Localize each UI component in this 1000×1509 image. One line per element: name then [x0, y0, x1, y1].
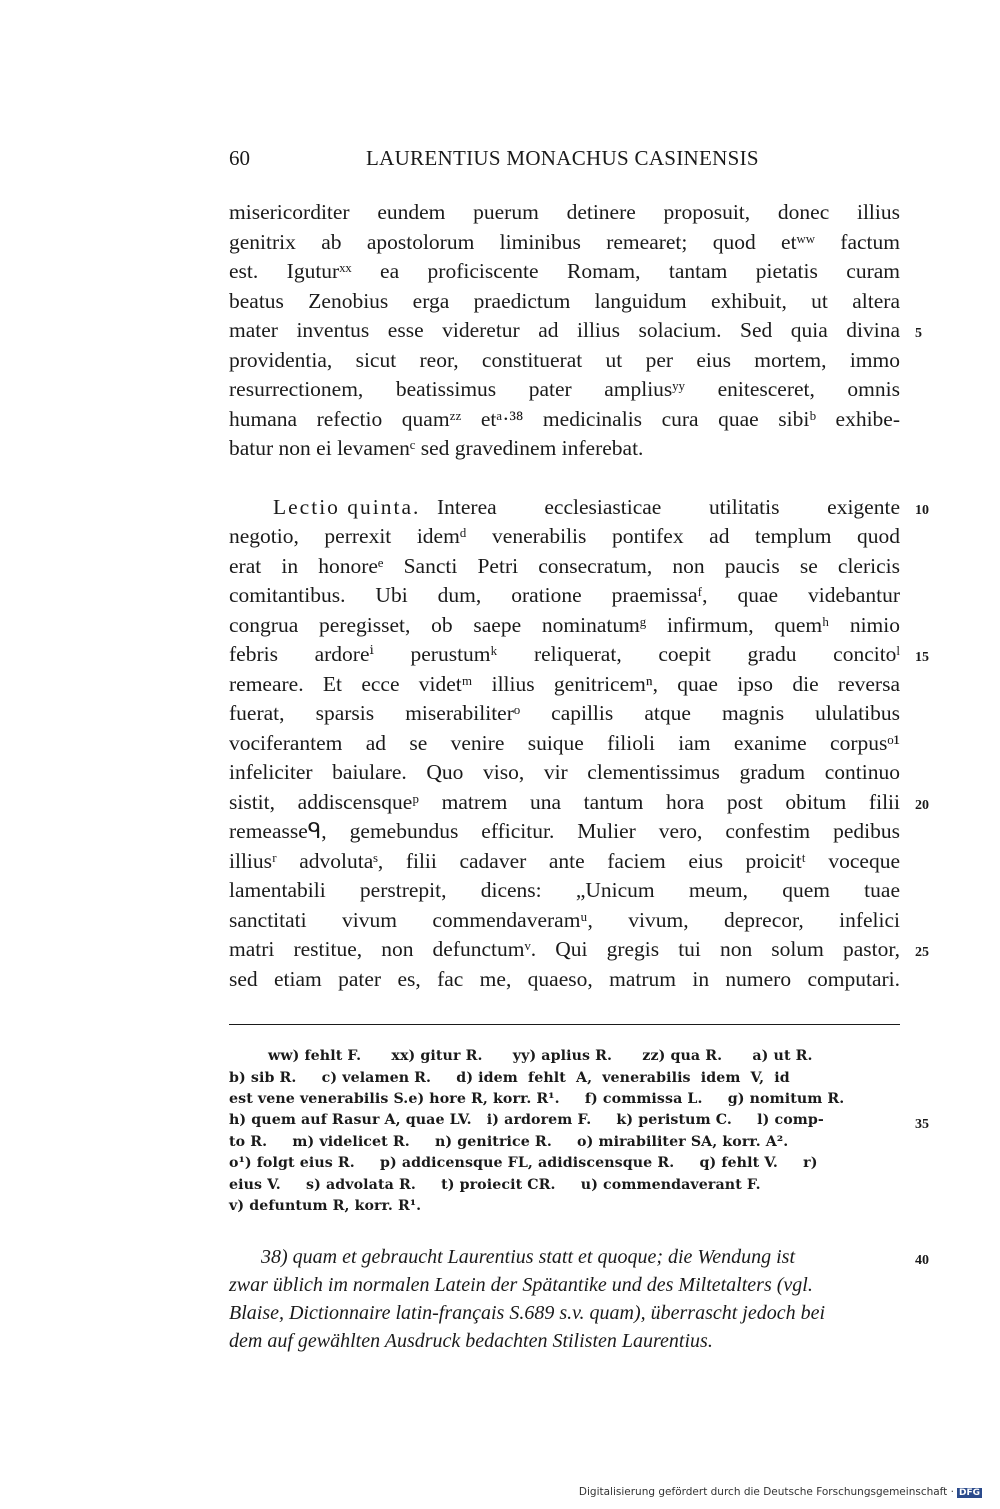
text-line: genitrix ab apostolorum liminibus remearet; quod etʷʷ factum — [229, 230, 900, 254]
text-line: remeare. Et ecce videtᵐ illius genitricemⁿ, quae ipso die reversa — [229, 672, 900, 696]
note-line: dem auf gewählten Ausdruck bedachten Stilisten Laurentius. — [229, 1330, 713, 1352]
text-line: misericorditer eundem puerum detinere proposuit, donec illius — [229, 200, 900, 224]
apparatus-line: h) quem auf Rasur A, quae LV. i) ardorem F. k) peristum C. l) comp- — [229, 1112, 824, 1128]
text-line: providentia, sicut reor, constituerat ut per eius mortem, immo — [229, 348, 900, 372]
text-line: mater inventus esse videretur ad illius solacium. Sed quia divina — [229, 318, 900, 342]
text-line: sistit, addiscensqueᵖ matrem una tantum hora post obitum filii — [229, 790, 900, 814]
text-line: infeliciter baiulare. Quo viso, vir clementissimus gradum continuo — [229, 760, 900, 784]
text-line: est. Iguturˣˣ ea proficiscente Romam, tantam pietatis curam — [229, 259, 900, 283]
line-number: 15 — [915, 650, 929, 665]
text-line: comitantibus. Ubi dum, oratione praemissaᶠ, quae videbantur — [229, 583, 900, 607]
page-number: 60 — [229, 146, 250, 170]
text-line: erat in honoreᵉ Sancti Petri consecratum, non paucis se clericis — [229, 554, 900, 578]
line-number: 40 — [915, 1253, 929, 1268]
text-line: lamentabili perstrepit, dicens: „Unicum meum, quem tuae — [229, 878, 900, 902]
footer-text: Digitalisierung gefördert durch die Deutsche Forschungsgemeinschaft · — [578, 1486, 954, 1498]
running-title: LAURENTIUS MONACHUS CASINENSIS — [366, 146, 759, 170]
line-number: 35 — [915, 1117, 929, 1132]
text-line: fuerat, sparsis miserabiliterᵒ capillis atque magnis ululatibus — [229, 701, 900, 725]
note-line: zwar üblich im normalen Latein der Spätantike und des Miltetalters (vgl. — [229, 1274, 813, 1296]
footnote-divider — [229, 1024, 900, 1025]
text-line: matri restitue, non defunctumᵛ. Qui gregis tui non solum pastor, — [229, 937, 900, 961]
text-line: resurrectionem, beatissimus pater ampliusʸʸ enitesceret, omnis — [229, 377, 900, 401]
apparatus-line: b) sib R. c) velamen R. d) idem fehlt A, venerabilis idem V, id — [229, 1070, 790, 1086]
text-line: congrua peregisset, ob saepe nominatumᵍ infirmum, quemʰ nimio — [229, 613, 900, 637]
apparatus-line: o¹) folgt eius R. p) addicensque FL, adidiscensque R. q) fehlt V. r) — [229, 1155, 818, 1171]
text-line: febris ardoreⁱ perustumᵏ reliquerat, coepit gradu concitoˡ — [229, 642, 900, 666]
text-line: humana refectio quamᶻᶻ etᵃ·³⁸ medicinalis cura quae sibiᵇ exhibe- — [229, 407, 900, 431]
text-line: Interea ecclesiasticae utilitatis exigente — [437, 495, 900, 519]
apparatus-line: v) defuntum R, korr. R¹. — [229, 1198, 422, 1214]
apparatus-line: ww) fehlt F. xx) gitur R. yy) aplius R. zz) qua R. a) ut R. — [268, 1048, 813, 1064]
apparatus-line: eius V. s) advolata R. t) proiecit CR. u) commendaverant F. — [229, 1177, 761, 1193]
note-line: 38) quam et gebraucht Laurentius statt et quoque; die Wendung ist — [261, 1246, 796, 1268]
line-number: 10 — [915, 503, 929, 518]
lectio-heading: Lectio quinta. — [273, 495, 421, 519]
apparatus-line: est vene venerabilis S.e) hore R, korr. R¹. f) commissa L. g) nomitum R. — [229, 1091, 845, 1107]
text-line: sed etiam pater es, fac me, quaeso, matrum in numero computari. — [229, 967, 900, 991]
line-number: 25 — [915, 945, 929, 960]
note-line: Blaise, Dictionnaire latin-français S.689 s.v. quam), überrascht jedoch bei — [229, 1302, 826, 1324]
line-number: 5 — [915, 326, 922, 341]
digitization-footer — [579, 1486, 982, 1498]
dfg-logo: DFG — [958, 1488, 980, 1498]
apparatus-line: to R. m) videlicet R. n) genitrice R. o) mirabiliter SA, korr. A². — [229, 1134, 789, 1150]
text-line: vociferantem ad se venire suique filioli iam exanime corpusᵒ¹ — [229, 731, 900, 755]
text-line: batur non ei levamenᶜ sed gravedinem inferebat. — [229, 436, 644, 460]
text-line: illiusʳ advolutaˢ, filii cadaver ante faciem eius proicitᵗ voceque — [229, 849, 900, 873]
text-line: beatus Zenobius erga praedictum languidum exhibuit, ut altera — [229, 289, 900, 313]
text-line: remeasseᑫ, gemebundus efficitur. Mulier vero, confestim pedibus — [229, 819, 900, 843]
text-line: sanctitati vivum commendaveramᵘ, vivum, deprecor, infelici — [229, 908, 900, 932]
line-number: 20 — [915, 798, 929, 813]
text-line: negotio, perrexit idemᵈ venerabilis pontifex ad templum quod — [229, 524, 900, 548]
